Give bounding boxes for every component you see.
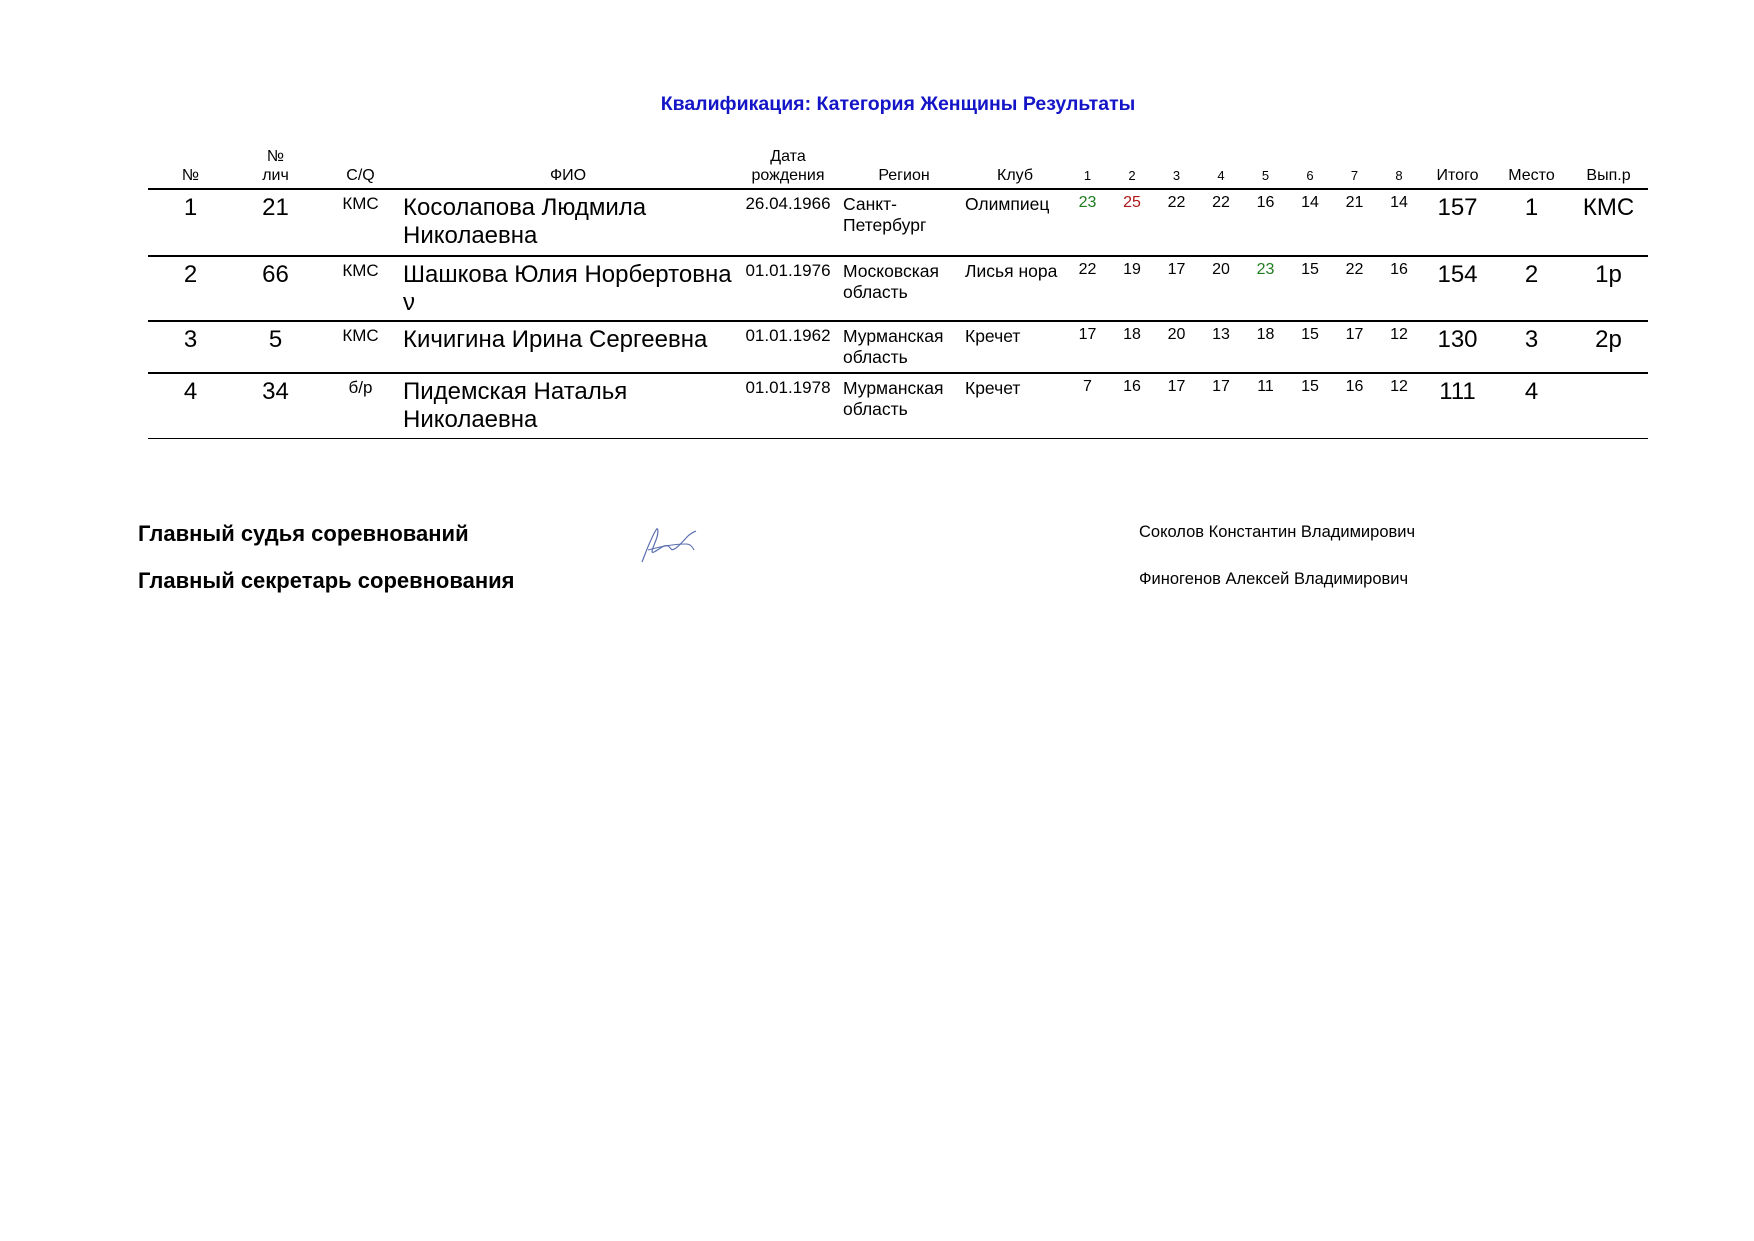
header-throw-7: 7 <box>1332 147 1377 189</box>
row-total: 157 <box>1421 189 1494 256</box>
row-place: 1 <box>1494 189 1569 256</box>
row-dob: 01.01.1962 <box>733 321 843 373</box>
row-throw-4: 13 <box>1199 321 1243 373</box>
header-throw-6: 6 <box>1288 147 1332 189</box>
row-throw-8: 12 <box>1377 321 1421 373</box>
row-dob: 01.01.1976 <box>733 256 843 321</box>
table-row <box>148 321 1648 373</box>
row-place: 4 <box>1494 373 1569 439</box>
row-throw-4: 20 <box>1199 256 1243 321</box>
row-rank <box>1569 373 1648 439</box>
row-num: 4 <box>148 373 233 439</box>
row-throw-3: 17 <box>1154 256 1199 321</box>
row-total: 130 <box>1421 321 1494 373</box>
row-throw-1: 17 <box>1065 321 1110 373</box>
row-throw-4: 17 <box>1199 373 1243 439</box>
table-row <box>148 256 1648 321</box>
row-throw-3: 22 <box>1154 189 1199 256</box>
row-num: 3 <box>148 321 233 373</box>
row-region: Мурманская область <box>843 321 965 373</box>
table-row <box>148 189 1648 256</box>
chief-judge-name: Соколов Константин Владимирович <box>1139 523 1416 541</box>
row-club: Лисья нора <box>965 256 1065 321</box>
header-throw-5: 5 <box>1243 147 1288 189</box>
row-rank: 1р <box>1569 256 1648 321</box>
row-throw-1: 7 <box>1065 373 1110 439</box>
row-throw-1: 23 <box>1065 189 1110 256</box>
row-bib: 66 <box>233 256 318 321</box>
results-title: Квалификация: Категория Женщины Результаты <box>660 93 1136 115</box>
signature-icon <box>636 522 698 566</box>
header-num: № <box>148 147 233 189</box>
header-cq: С/Q <box>318 147 403 189</box>
row-throw-7: 17 <box>1332 321 1377 373</box>
results-table <box>148 147 1648 439</box>
header-total: Итого <box>1421 147 1494 189</box>
row-throw-8: 12 <box>1377 373 1421 439</box>
row-cq: б/р <box>318 373 403 439</box>
row-region: Мурманская область <box>843 373 965 439</box>
header-fio: ФИО <box>403 147 733 189</box>
table-row <box>148 373 1648 439</box>
row-place: 3 <box>1494 321 1569 373</box>
header-throw-2: 2 <box>1110 147 1154 189</box>
header-club: Клуб <box>965 147 1065 189</box>
row-rank: КМС <box>1569 189 1648 256</box>
row-throw-8: 16 <box>1377 256 1421 321</box>
row-throw-2: 19 <box>1110 256 1154 321</box>
row-dob: 01.01.1978 <box>733 373 843 439</box>
row-bib: 34 <box>233 373 318 439</box>
row-throw-7: 21 <box>1332 189 1377 256</box>
row-club: Кречет <box>965 321 1065 373</box>
header-rank: Вып.р <box>1569 147 1648 189</box>
row-cq: КМС <box>318 189 403 256</box>
row-throw-5: 18 <box>1243 321 1288 373</box>
row-throw-6: 14 <box>1288 189 1332 256</box>
chief-secretary-label: Главный секретарь соревнования <box>138 568 515 593</box>
row-throw-4: 22 <box>1199 189 1243 256</box>
chief-secretary-name: Финогенов Алексей Владимирович <box>1139 570 1409 588</box>
row-bib: 21 <box>233 189 318 256</box>
row-throw-3: 20 <box>1154 321 1199 373</box>
header-dob: Дата рождения <box>733 147 843 189</box>
row-throw-3: 17 <box>1154 373 1199 439</box>
row-fio: Шашкова Юлия Норбертовна ν <box>403 256 733 321</box>
row-throw-1: 22 <box>1065 256 1110 321</box>
row-throw-8: 14 <box>1377 189 1421 256</box>
row-throw-2: 25 <box>1110 189 1154 256</box>
header-row <box>148 147 1648 189</box>
row-throw-6: 15 <box>1288 321 1332 373</box>
row-throw-6: 15 <box>1288 256 1332 321</box>
header-place: Место <box>1494 147 1569 189</box>
row-fio: Косолапова Людмила Николаевна <box>403 189 733 256</box>
row-fio: Пидемская Наталья Николаевна <box>403 373 733 439</box>
row-throw-5: 11 <box>1243 373 1288 439</box>
row-num: 2 <box>148 256 233 321</box>
row-num: 1 <box>148 189 233 256</box>
row-throw-5: 23 <box>1243 256 1288 321</box>
row-place: 2 <box>1494 256 1569 321</box>
row-bib: 5 <box>233 321 318 373</box>
row-cq: КМС <box>318 321 403 373</box>
row-throw-6: 15 <box>1288 373 1332 439</box>
row-total: 154 <box>1421 256 1494 321</box>
row-throw-7: 16 <box>1332 373 1377 439</box>
header-throw-3: 3 <box>1154 147 1199 189</box>
chief-judge-label: Главный судья соревнований <box>138 521 469 546</box>
header-bib: № лич <box>233 147 318 189</box>
row-club: Кречет <box>965 373 1065 439</box>
row-throw-5: 16 <box>1243 189 1288 256</box>
row-fio: Кичигина Ирина Сергеевна <box>403 321 733 373</box>
row-throw-7: 22 <box>1332 256 1377 321</box>
row-throw-2: 16 <box>1110 373 1154 439</box>
row-club: Олимпиец <box>965 189 1065 256</box>
row-rank: 2р <box>1569 321 1648 373</box>
row-total: 111 <box>1421 373 1494 439</box>
row-region: Санкт-Петербург <box>843 189 965 256</box>
row-region: Московская область <box>843 256 965 321</box>
header-throw-4: 4 <box>1199 147 1243 189</box>
header-region: Регион <box>843 147 965 189</box>
row-throw-2: 18 <box>1110 321 1154 373</box>
row-cq: КМС <box>318 256 403 321</box>
header-throw-8: 8 <box>1377 147 1421 189</box>
row-dob: 26.04.1966 <box>733 189 843 256</box>
header-throw-1: 1 <box>1065 147 1110 189</box>
